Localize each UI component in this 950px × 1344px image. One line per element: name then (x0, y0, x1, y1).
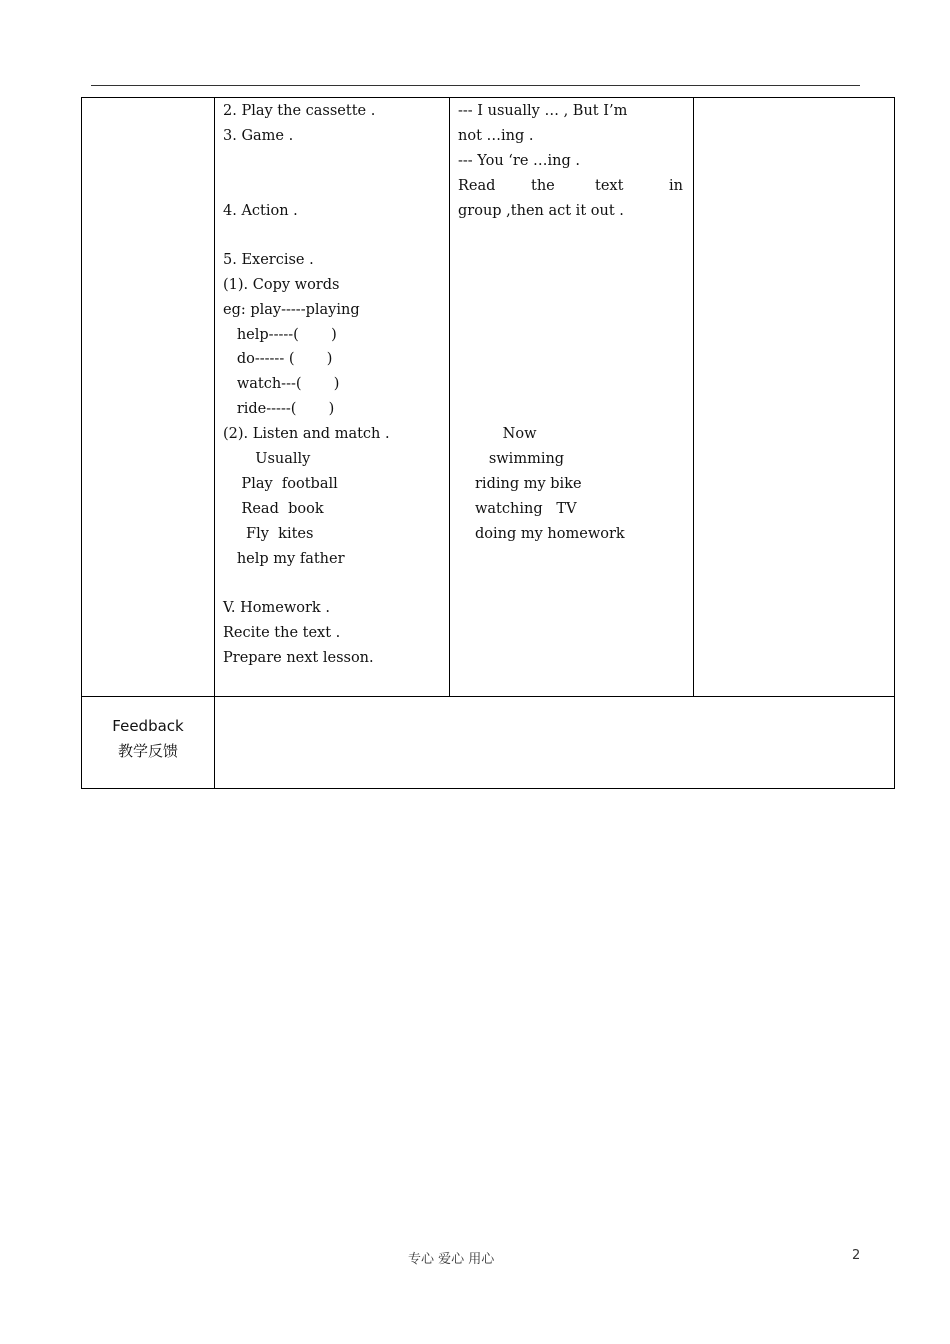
procedure-line: 4. Action . (223, 203, 298, 219)
footer-motto: 专心 爱心 用心 (408, 1252, 495, 1267)
procedure-line: Fly kites (223, 526, 314, 542)
procedure-line: help-----( ) (223, 327, 337, 343)
dialog-line: --- I usually … , But I’m (458, 103, 628, 119)
procedure-line: Usually (223, 451, 311, 467)
procedure-line: Prepare next lesson. (223, 650, 374, 666)
procedure-line: Play football (223, 476, 338, 492)
match-item: riding my bike (475, 476, 582, 492)
match-item: Now (475, 426, 537, 442)
read-word: Read (458, 178, 496, 194)
procedure-line: ride-----( ) (223, 401, 335, 417)
procedure-line: help my father (223, 551, 345, 567)
page-number: 2 (852, 1248, 861, 1263)
read-word: text (595, 178, 624, 194)
procedure-line: Recite the text . (223, 625, 341, 641)
dialog-line: --- You ‘re …ing . (458, 153, 581, 169)
procedure-line: watch---( ) (223, 376, 340, 392)
procedure-line: do------ ( ) (223, 351, 333, 367)
header-rule (91, 85, 860, 86)
read-word: in (669, 178, 683, 194)
read-word: the (531, 178, 555, 194)
procedure-line: 3. Game . (223, 128, 294, 144)
procedure-line: eg: play-----playing (223, 302, 360, 318)
procedure-line: Read book (223, 501, 324, 517)
procedure-line: (1). Copy words (223, 277, 340, 293)
procedure-line: 2. Play the cassette . (223, 103, 376, 119)
feedback-label-zh: 教学反馈 (117, 742, 178, 760)
feedback-label-en: Feedback (112, 717, 184, 735)
procedure-line: (2). Listen and match . (223, 426, 390, 442)
procedure-line: 5. Exercise . (223, 252, 314, 268)
procedure-line: V. Homework . (223, 600, 330, 616)
dialog-line: not …ing . (458, 128, 534, 144)
act-line: group ,then act it out . (458, 203, 624, 219)
match-item: swimming (475, 451, 565, 467)
match-item: watching TV (475, 501, 577, 517)
match-item: doing my homework (475, 526, 625, 542)
